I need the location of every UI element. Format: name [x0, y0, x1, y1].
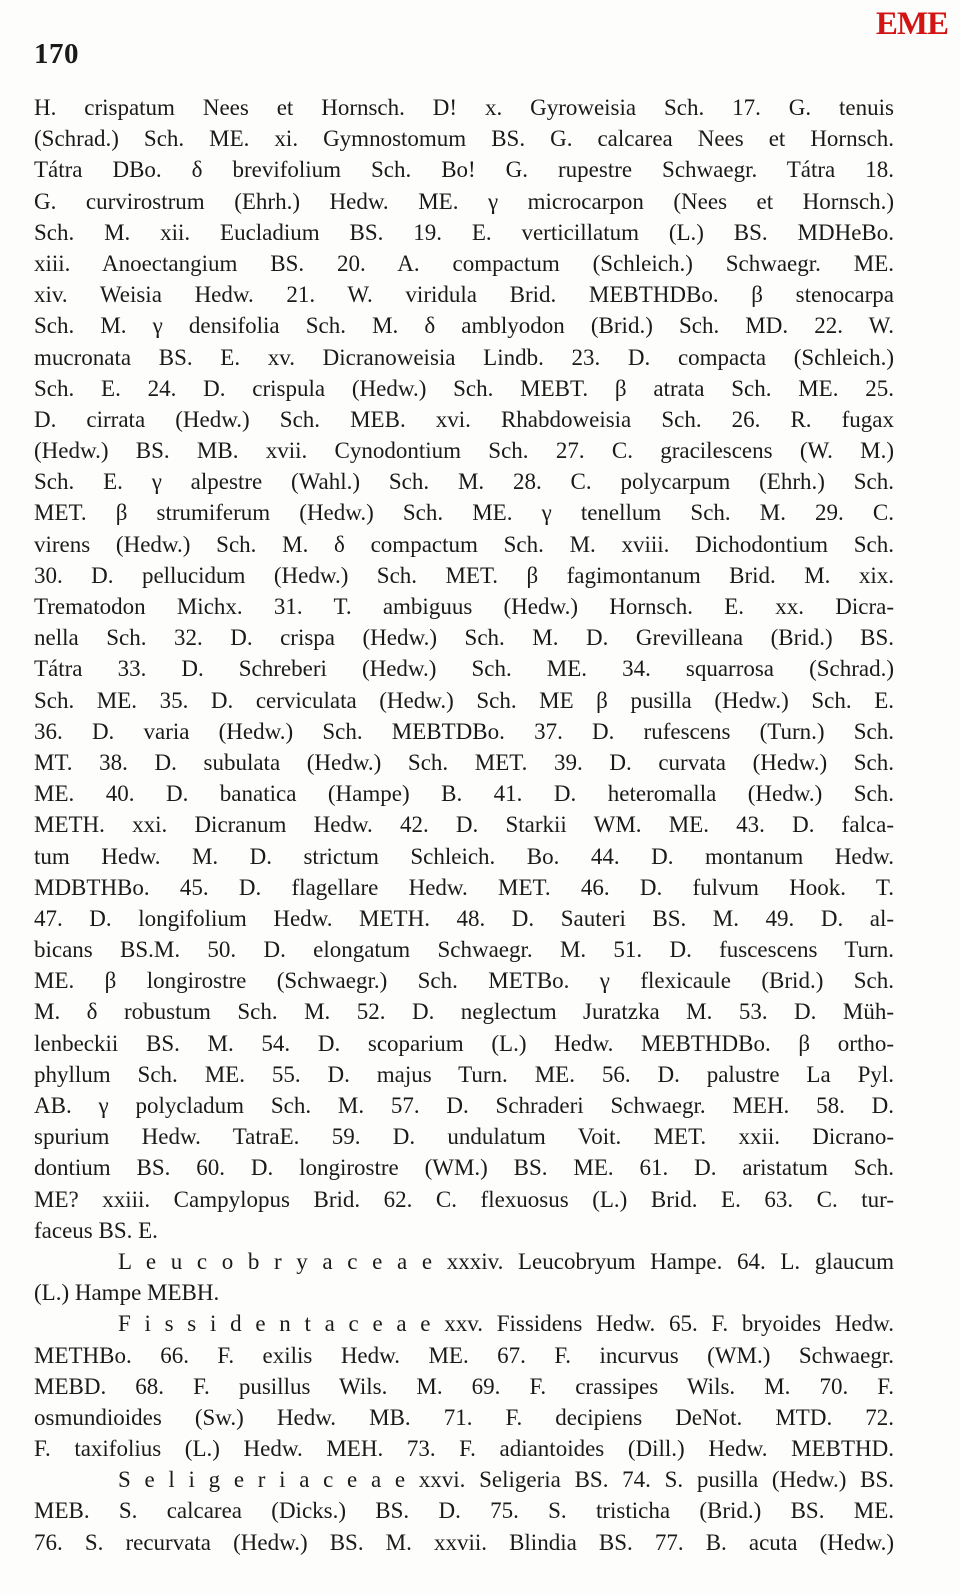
text-line: nella Sch. 32. D. crispa (Hedw.) Sch. M. D. Grevilleana (Brid.) BS.	[34, 625, 894, 651]
text-line: ME? xxiii. Campylopus Brid. 62. C. flexuosus (L.) Brid. E. 63. C. tur-	[34, 1186, 894, 1212]
text-line: ME. β longirostre (Schwaegr.) Sch. METBo. γ flexicaule (Brid.) Sch.	[34, 968, 894, 994]
text-line: F i s s i d e n t a c e a e xxv. Fissidens Hedw. 65. F. bryoides Hedw.	[118, 1311, 894, 1337]
text-line: bicans BS.M. 50. D. elongatum Schwaegr. M. 51. D. fuscescens Turn.	[34, 937, 894, 963]
text-line: ME. 40. D. banatica (Hampe) B. 41. D. heteromalla (Hedw.) Sch.	[34, 781, 894, 807]
text-line: METHBo. 66. F. exilis Hedw. ME. 67. F. incurvus (WM.) Schwaegr.	[34, 1342, 894, 1368]
text-line: xiv. Weisia Hedw. 21. W. viridula Brid. MEBTHDBo. β stenocarpa	[34, 282, 894, 308]
text-line: 76. S. recurvata (Hedw.) BS. M. xxvii. Blindia BS. 77. B. acuta (Hedw.)	[34, 1529, 894, 1555]
text-line: dontium BS. 60. D. longirostre (WM.) BS. ME. 61. D. aristatum Sch.	[34, 1155, 894, 1181]
text-line: Trematodon Michx. 31. T. ambiguus (Hedw.) Hornsch. E. xx. Dicra-	[34, 594, 894, 619]
text-line: (Hedw.) BS. MB. xvii. Cynodontium Sch. 27. C. gracilescens (W. M.)	[34, 438, 894, 464]
text-line: virens (Hedw.) Sch. M. δ compactum Sch. M. xviii. Dichodontium Sch.	[34, 531, 894, 557]
text-line: Tátra 33. D. Schreberi (Hedw.) Sch. ME. 34. squarrosa (Schrad.)	[34, 656, 894, 682]
text-line: faceus BS. E.	[34, 1217, 158, 1243]
text-line: G. curvirostrum (Ehrh.) Hedw. ME. γ microcarpon (Nees et Hornsch.)	[34, 188, 894, 214]
text-line: D. cirrata (Hedw.) Sch. MEB. xvi. Rhabdoweisia Sch. 26. R. fugax	[34, 406, 894, 432]
text-line: MET. β strumiferum (Hedw.) Sch. ME. γ tenellum Sch. M. 29. C.	[34, 500, 894, 526]
text-line: MEBD. 68. F. pusillus Wils. M. 69. F. crassipes Wils. M. 70. F.	[34, 1373, 894, 1399]
text-line: MDBTHBo. 45. D. flagellare Hedw. MET. 46. D. fulvum Hook. T.	[34, 874, 894, 900]
text-line: S e l i g e r i a c e a e xxvi. Seligeria BS. 74. S. pusilla (Hedw.) BS.	[118, 1467, 894, 1493]
text-line: MT. 38. D. subulata (Hedw.) Sch. MET. 39. D. curvata (Hedw.) Sch.	[34, 749, 894, 775]
text-line: Sch. M. γ densifolia Sch. M. δ amblyodon (Brid.) Sch. MD. 22. W.	[34, 313, 894, 339]
text-line: Sch. E. 24. D. crispula (Hedw.) Sch. MEBT. β atrata Sch. ME. 25.	[34, 375, 894, 401]
text-line: 36. D. varia (Hedw.) Sch. MEBTDBo. 37. D. rufescens (Turn.) Sch.	[34, 718, 894, 744]
text-line: spurium Hedw. TatraE. 59. D. undulatum Voit. MET. xxii. Dicrano-	[34, 1124, 894, 1150]
text-line: Tátra DBo. δ brevifolium Sch. Bo! G. rupestre Schwaegr. Tátra 18.	[34, 157, 894, 183]
text-line: Sch. M. xii. Eucladium BS. 19. E. verticillatum (L.) BS. MDHeBo.	[34, 219, 894, 245]
text-line: AB. γ polycladum Sch. M. 57. D. Schraderi Schwaegr. MEH. 58. D.	[34, 1093, 894, 1118]
text-line: 30. D. pellucidum (Hedw.) Sch. MET. β fagimontanum Brid. M. xix.	[34, 562, 894, 588]
text-line: (L.) Hampe MEBH.	[34, 1280, 220, 1306]
text-line: L e u c o b r y a c e a e xxxiv. Leucobryum Hampe. 64. L. glaucum	[118, 1248, 894, 1274]
text-line: METH. xxi. Dicranum Hedw. 42. D. Starkii WM. ME. 43. D. falca-	[34, 812, 894, 838]
text-line: osmundioides (Sw.) Hedw. MB. 71. F. decipiens DeNot. MTD. 72.	[34, 1404, 894, 1430]
text-line: 47. D. longifolium Hedw. METH. 48. D. Sauteri BS. M. 49. D. al-	[34, 905, 894, 931]
text-line: xiii. Anoectangium BS. 20. A. compactum (Schleich.) Schwaegr. ME.	[34, 250, 894, 276]
text-line: phyllum Sch. ME. 55. D. majus Turn. ME. 56. D. palustre La Pyl.	[34, 1061, 894, 1087]
text-line: Sch. ME. 35. D. cerviculata (Hedw.) Sch. ME β pusilla (Hedw.) Sch. E.	[34, 687, 894, 713]
text-line: Sch. E. γ alpestre (Wahl.) Sch. M. 28. C. polycarpum (Ehrh.) Sch.	[34, 469, 894, 495]
text-line: mucronata BS. E. xv. Dicranoweisia Lindb. 23. D. compacta (Schleich.)	[34, 344, 894, 370]
text-line: MEB. S. calcarea (Dicks.) BS. D. 75. S. tristicha (Brid.) BS. ME.	[34, 1498, 894, 1524]
body-text	[34, 92, 894, 1558]
text-line: (Schrad.) Sch. ME. xi. Gymnostomum BS. G. calcarea Nees et Hornsch.	[34, 126, 894, 152]
text-line: F. taxifolius (L.) Hedw. MEH. 73. F. adiantoides (Dill.) Hedw. MEBTHD.	[34, 1436, 894, 1462]
text-line: M. δ robustum Sch. M. 52. D. neglectum Juratzka M. 53. D. Müh-	[34, 999, 894, 1025]
text-line: lenbeckii BS. M. 54. D. scoparium (L.) Hedw. MEBTHDBo. β ortho-	[34, 1030, 894, 1056]
text-line: H. crispatum Nees et Hornsch. D! x. Gyroweisia Sch. 17. G. tenuis	[34, 95, 894, 120]
page-number: 170	[34, 38, 79, 70]
text-line: tum Hedw. M. D. strictum Schleich. Bo. 44. D. montanum Hedw.	[34, 843, 894, 869]
publisher-logo: EME	[875, 6, 948, 42]
